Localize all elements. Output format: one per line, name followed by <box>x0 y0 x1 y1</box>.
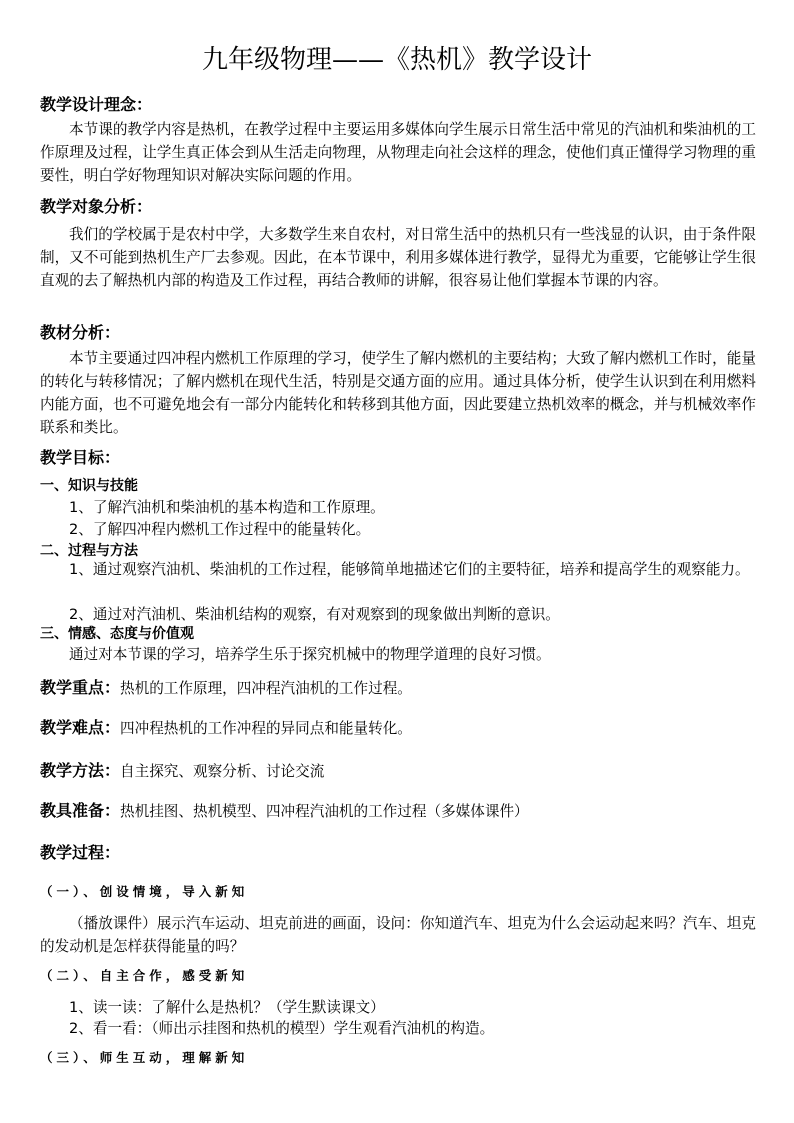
concept-heading: 教学设计理念： <box>40 95 153 114</box>
difficulty-label: 教学难点： <box>40 718 121 737</box>
goal-knowledge-item: 2、了解四冲程内燃机工作过程中的能量转化。 <box>69 521 371 538</box>
process-step-item: 2、看一看：（师出示挂图和热机的模型）学生观看汽油机的构造。 <box>69 1020 495 1037</box>
tools-value: 热机挂图、热机模型、四冲程汽油机的工作过程（多媒体课件） <box>120 803 529 820</box>
process-step-title: （二）、自主合作，感受新知 <box>40 968 249 983</box>
key-point-label: 教学重点： <box>40 678 121 697</box>
goal-attitude-title: 三、情感、态度与价值观 <box>40 626 194 642</box>
goal-attitude-item: 通过对本节课的学习，培养学生乐于探究机械中的物理学道理的良好习惯。 <box>69 646 551 663</box>
goal-process-title: 二、过程与方法 <box>40 543 138 559</box>
process-heading: 教学过程： <box>40 843 121 862</box>
key-point-line <box>40 675 412 698</box>
process-step-item: 1、读一读：了解什么是热机？（学生默读课文） <box>69 999 385 1016</box>
goal-knowledge-item: 1、了解汽油机和柴油机的基本构造和工作原理。 <box>69 499 385 516</box>
tools-label: 教具准备： <box>40 801 121 820</box>
method-label: 教学方法： <box>40 761 121 780</box>
goal-process-item: 2、通过对汽油机、柴油机结构的观察，有对观察到的现象做出判断的意识。 <box>69 606 560 623</box>
process-step-paragraph: （播放课件）展示汽车运动、坦克前进的画面，设问：你知道汽车、坦克为什么会运动起来吗？汽车、坦克的发动机是怎样获得能量的吗？ <box>40 915 756 955</box>
process-step-title: （一）、创设情境，导入新知 <box>40 884 249 899</box>
key-point-value: 热机的工作原理，四冲程汽油机的工作过程。 <box>120 680 412 697</box>
concept-paragraph: 本节课的教学内容是热机，在教学过程中主要运用多媒体向学生展示日常生活中常见的汽油机和柴油机的工作原理及过程，让学生真正体会到从生活走向物理，从物理走向社会这样的理念，使他们真正懂得学习物理的重要性，明白学好物理知识对解决实际问题的作用。 <box>40 121 756 184</box>
material-paragraph: 本节主要通过四冲程内燃机工作原理的学习，使学生了解内燃机的主要结构；大致了解内燃机工作时，能量的转化与转移情况；了解内燃机在现代生活，特别是交通方面的应用。通过具体分析，使学生认识到在利用燃料内能方面，也不可避免地会有一部分内能转化和转移到其他方面，因此要建立热机效率的概念，并与机械效率作联系和类比。 <box>40 350 756 436</box>
method-line <box>40 758 324 781</box>
goals-heading: 教学目标： <box>40 448 121 467</box>
tools-line <box>40 798 529 821</box>
material-heading: 教材分析： <box>40 323 121 342</box>
process-step-title: （三）、师生互动，理解新知 <box>40 1050 249 1065</box>
document-title: 九年级物理——《热机》教学设计 <box>201 45 592 75</box>
goal-process-item: 1、通过观察汽油机、柴油机的工作过程，能够简单地描述它们的主要特征，培养和提高学生的观察能力。 <box>69 561 750 578</box>
students-paragraph: 我们的学校属于是农村中学，大多数学生来自农村，对日常生活中的热机只有一些浅显的认识，由于条件限制，又不可能到热机生产厂去参观。因此，在本节课中，利用多媒体进行教学，显得尤为重要，它能够让学生很直观的去了解热机内部的构造及工作过程，再结合教师的讲解，很容易让他们掌握本节课的内容。 <box>40 226 756 289</box>
difficulty-value: 四冲程热机的工作冲程的异同点和能量转化。 <box>120 720 412 737</box>
difficulty-line <box>40 715 412 738</box>
students-heading: 教学对象分析： <box>40 197 153 216</box>
method-value: 自主探究、观察分析、讨论交流 <box>120 763 325 780</box>
goal-knowledge-title: 一、知识与技能 <box>40 478 138 494</box>
